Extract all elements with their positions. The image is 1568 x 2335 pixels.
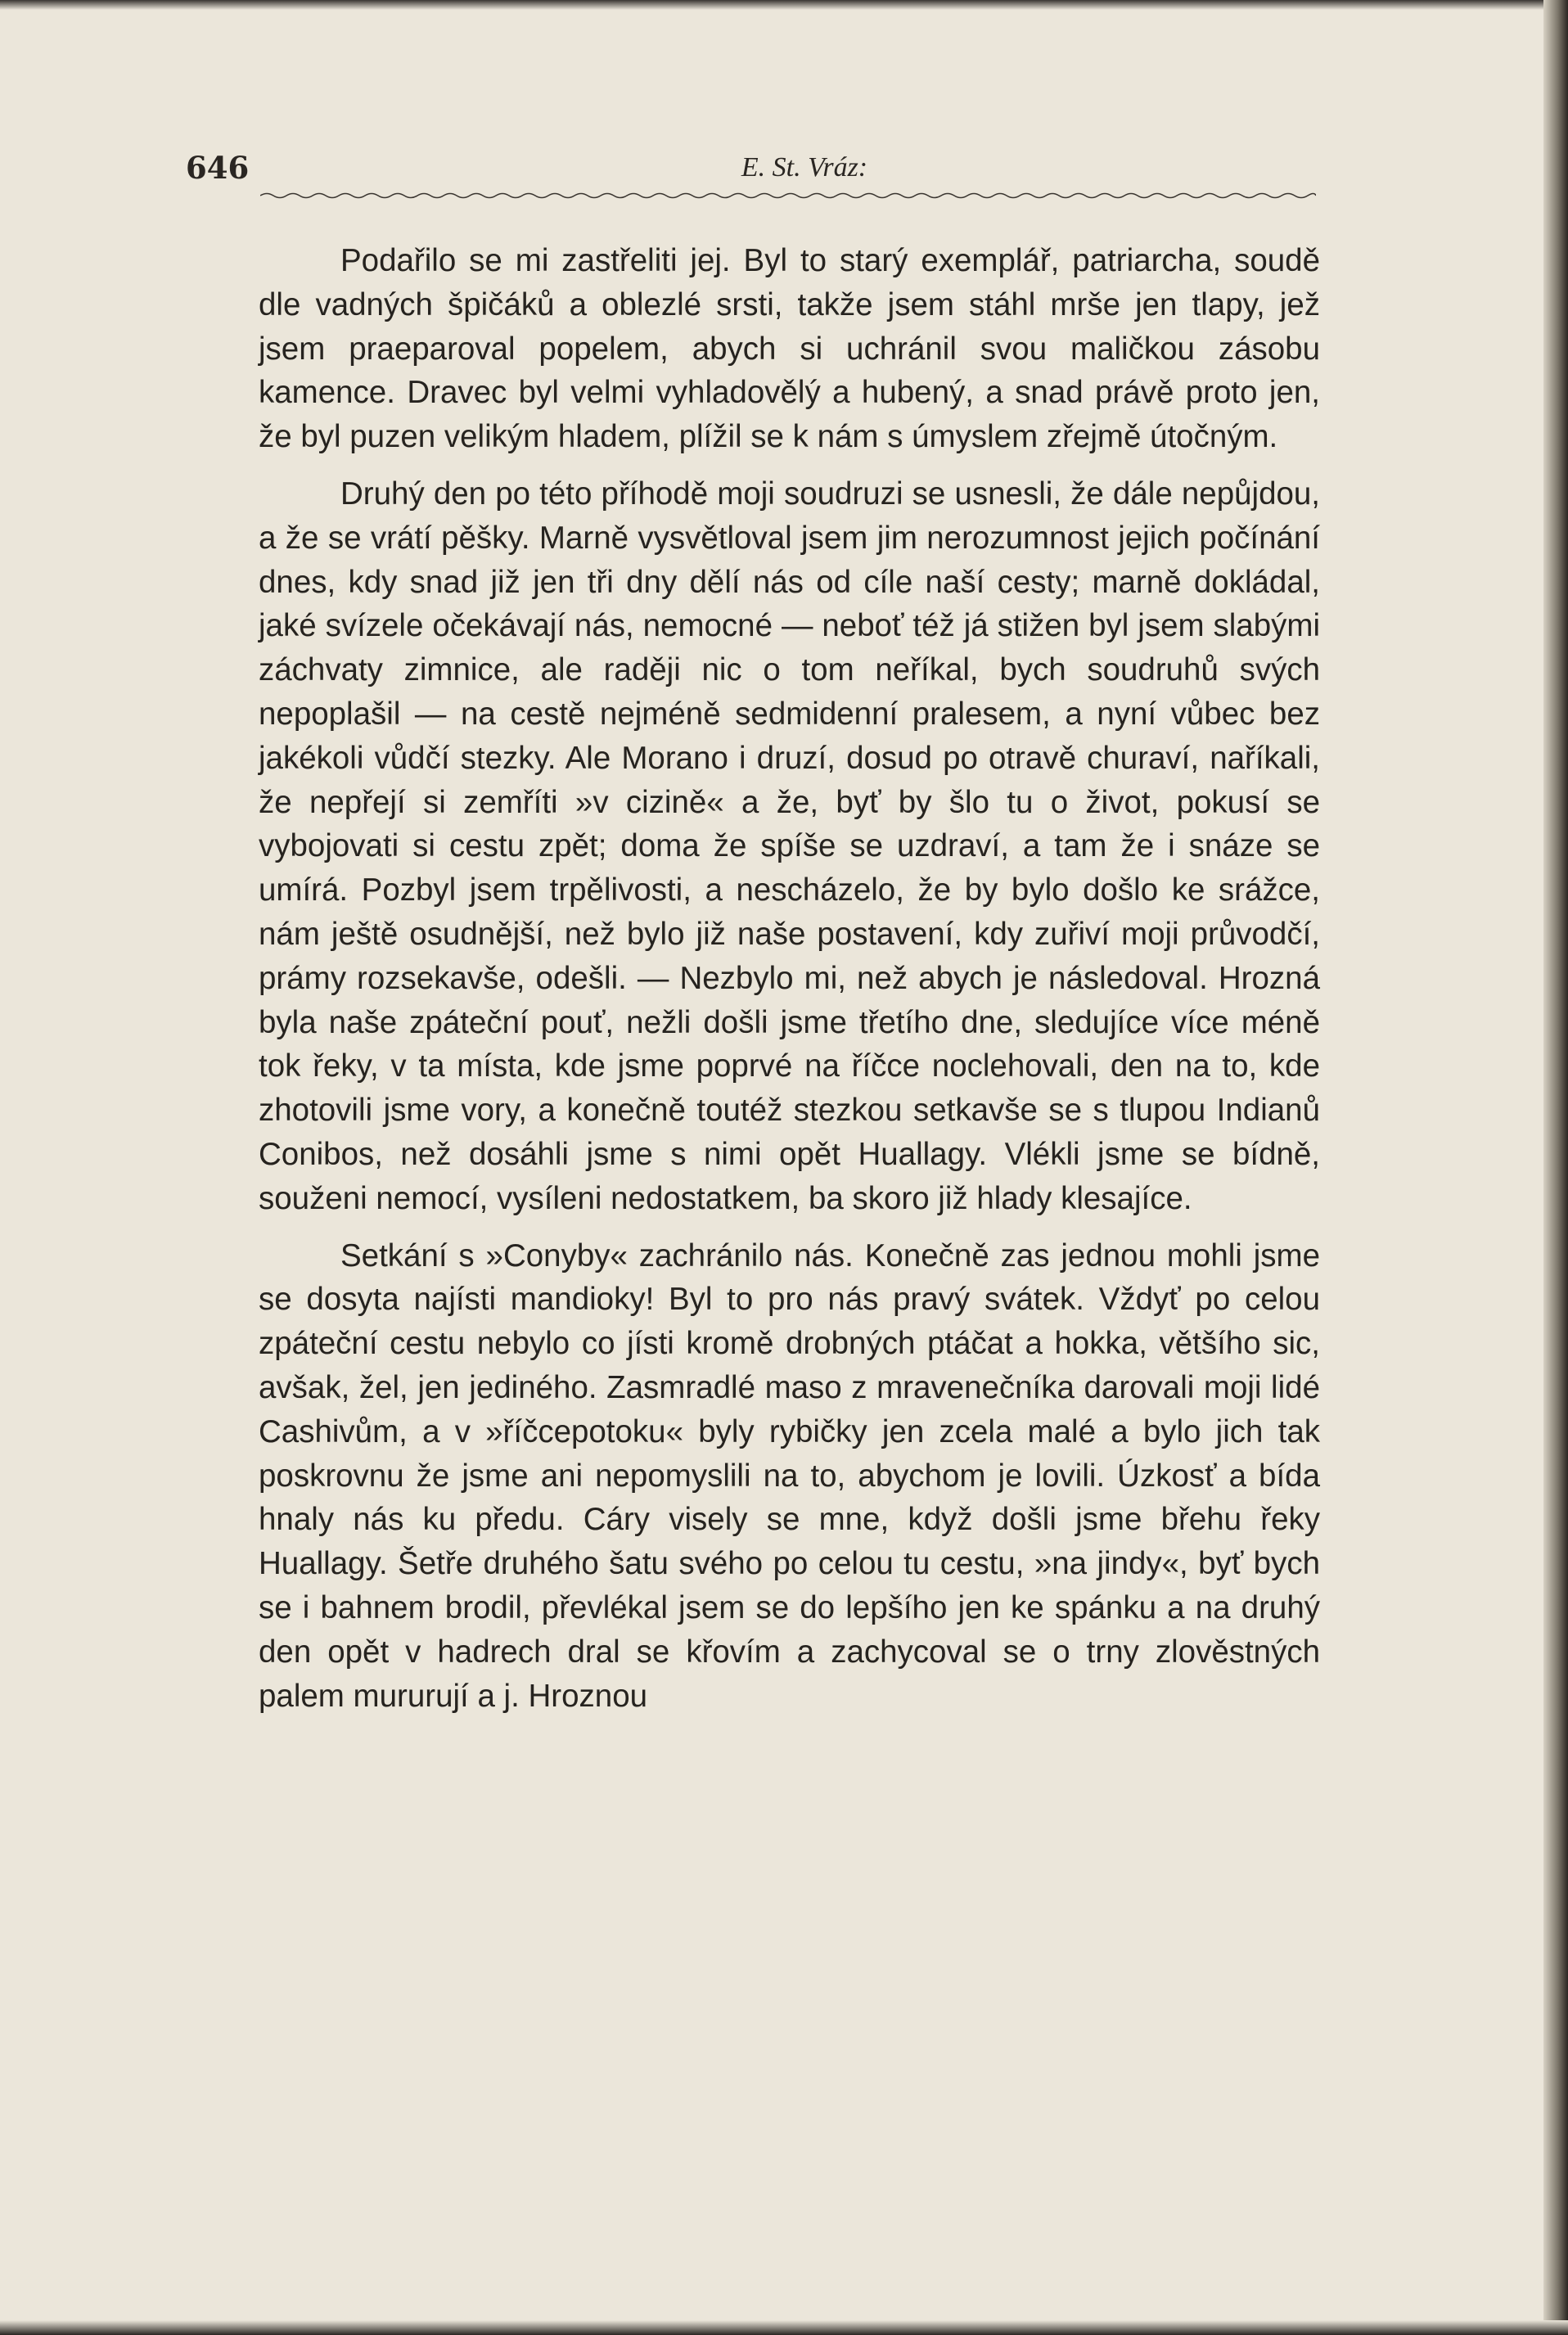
paragraph: Druhý den po této příhodě moji soudruzi se usnesli, že dále nepůjdou, a že se vrátí pěšky. Marně vysvětloval jsem jim nerozumnost jejich počínání dnes, kdy snad již jen tři dny dělí nás od cíle naší cesty; marně dokládal, jaké svízele očekávají nás, nemocné — neboť též já stižen byl jsem slabými záchvaty zimnice, ale raději nic o tom neříkal, bych soudruhů svých nepoplašil — na cestě nejméně sedmidenní pralesem, a nyní vůbec bez jakékoli vůdčí stezky. Ale Morano i druzí, dosud po otravě churaví, naříkali, že nepřejí si zemříti »v cizině« a že, byť by šlo tu o život, pokusí se vybojovati si cestu zpět; doma že spíše se uzdraví, a tam že i snáze se umírá. Pozbyl jsem trpělivosti, a nescházelo, že by bylo došlo ke srážce, nám ještě osudnější, než bylo již naše postavení, kdy zuřiví moji průvodčí, prámy rozsekavše, odešli. — Nezbylo mi, než abych je následoval. Hrozná byla naše zpáteční pouť, nežli došli jsme třetího dne, sledujíce více méně tok řeky, v ta místa, kde jsme poprvé na říčce noclehovali, den na to, kde zhotovili jsme vory, a konečně toutéž stezkou setkavše se s tlupou Indianů Conibos, než dosáhli jsme s nimi opět Huallagy. Vlékli jsme se bídně, souženi nemocí, vysíleni nedostatkem, ba skoro již hlady klesajíce. [259,476,1320,1216]
scan-binding-edge [1543,0,1568,2335]
paragraph: Podařilo se mi zastřeliti jej. Byl to starý exemplář, patriarcha, soudě dle vadných špičáků a oblezlé srsti, takže jsem stáhl mrše jen tlapy, jež jsem praeparoval popelem, abych si uchránil svou maličkou zásobu kamence. Dravec byl velmi vyhladovělý a hubený, a snad právě proto jen, že byl puzen velikým hladem, plížil se k nám s úmyslem zřejmě útočným. [259,243,1320,455]
paragraph: Setkání s »Conyby« zachránilo nás. Konečně zas jednou mohli jsme se dosyta najísti mandioky! Byl to pro nás pravý svátek. Vždyť po celou zpáteční cestu nebylo co jísti kromě drobných ptáčat a hokka, většího sic, avšak, žel, jen jediného. Zasmradlé maso z mravenečníka darovali moji lidé Cashivům, a v »říčcepotoku« byly rybičky jen zcela malé a bylo jich tak poskrovnu že jsme ani nepomyslili na to, abychom je lovili. Úzkosť a bída hnaly nás ku předu. Cáry visely se mne, když došli jsme břehu řeky Huallagy. Šetře druhého šatu svého po celou tu cestu, »na jindy«, byť bych se i bahnem brodil, převlékal jsem se do lepšího jen ke spánku a na druhý den opět v hadrech dral se křovím a zachycoval se o trny zlověstných palem mururují a j. Hroznou [259,1237,1320,1714]
page-number: 646 [186,150,250,186]
running-head: E. St. Vráz: [741,152,868,183]
scan-top-edge [0,0,1568,10]
body-text [259,239,1320,1731]
header-wavy-rule [260,190,1316,201]
scan-bottom-edge [0,2320,1568,2335]
